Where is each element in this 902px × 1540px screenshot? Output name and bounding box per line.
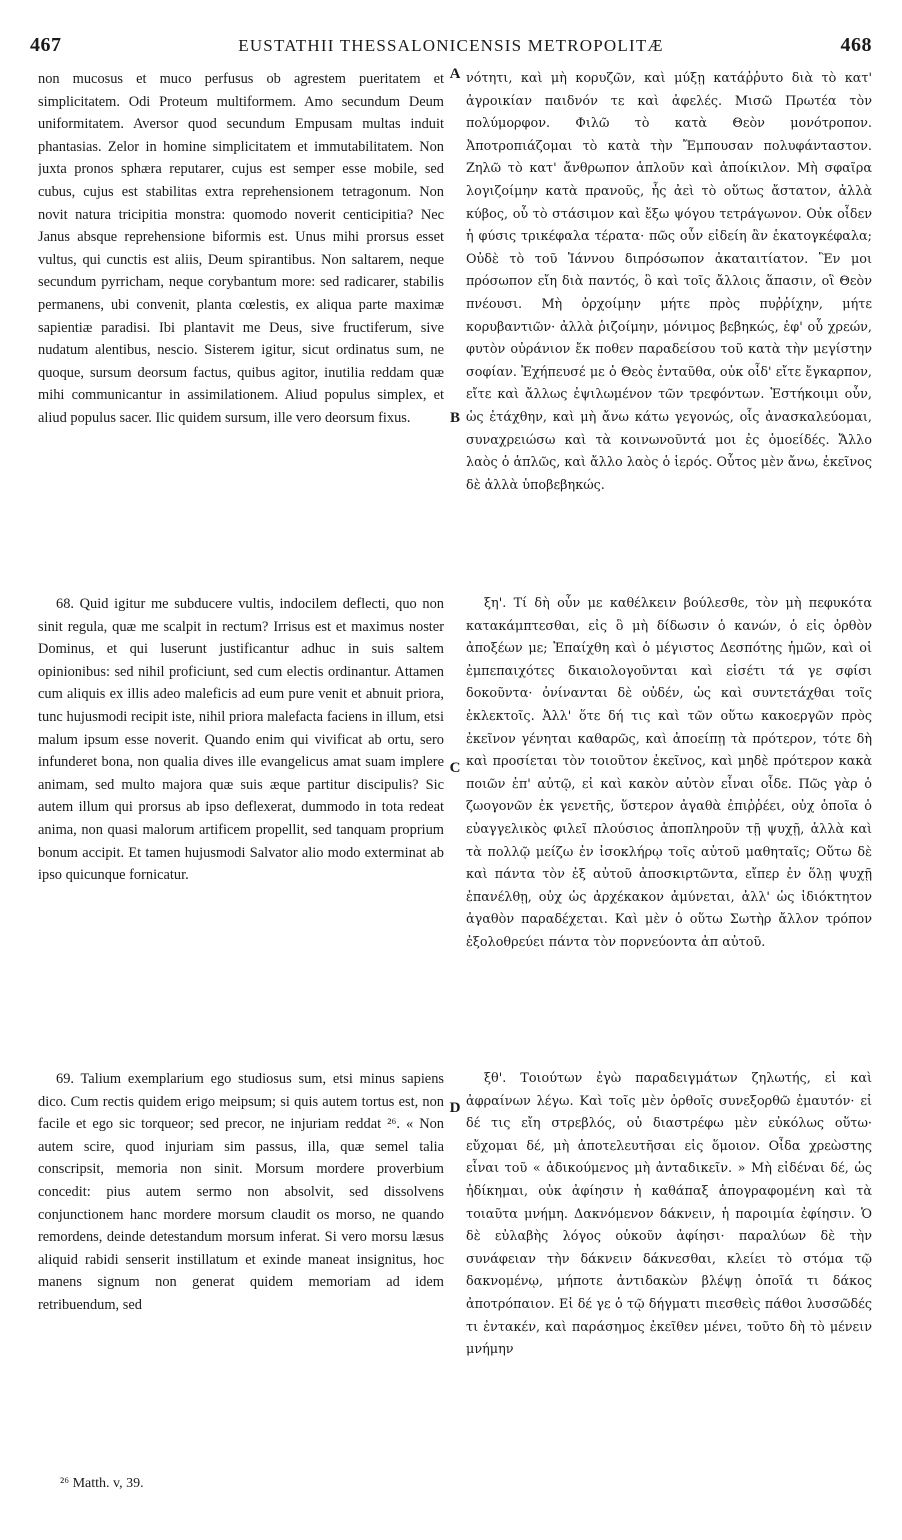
page-number-right: 468 [840,34,872,56]
latin-paragraph: 69. Talium exemplarium ego studiosus sum, etsi minus sapiens dico. Cum rectis quidem erigo meipsum; si quis autem tortus est, non facile et ego sic torqueor; sed precor, ne injuriam reddat ²⁶. « Non autem scire, quod injuriam sim passus, illa, quæ semel talia conscripsit, memoria non sinit. Morsum mordere proverbium concedit: pius autem sermo non absolvit, sed dissolvens conjunctionem hanc mordere morsum claudit os morso, ne quando remordens, deinde detestandum morsum inferat. Si vero morsu læsus aliquid rabidi senserit instillatum et exinde maneat insignitus, hoc manens signum non generat quidem memoriam ad idem retribuendum, sed [38,1071,444,1313]
latin-column-section-68 [38,593,444,1023]
margin-letter-c: C [449,760,461,776]
page-number-left: 467 [30,34,62,56]
greek-column-section-69 [466,1068,872,1466]
running-title: EUSTATHII THESSALONICENSIS METROPOLITÆ [238,36,664,55]
greek-column-section-1 [466,68,872,588]
latin-paragraph: non mucosus et muco perfusus ob agrestem pueritatem et simplicitatem. Odi Proteum multiformem. Amo secundum Deum uniformitatem. Aversor quod secundum Empusam multas induit phantasias. Zelor in homine simplicitatem et immutabilitatem. Non juxta pronos sphæra reputarer, cujus est semper esse mobile, sed cubus, cujus est stabilitas extra reprehensionem tetragonum. Non novit natura tricipitia monstra: quomodo noverit centicipitia? Nec Janus absque reprehensione biformis est. Unus mihi prorsus esset vultus, qui cunctis est aliis, Deum spirantibus. Non saltarem, neque secundum pyrricham, neque corybantum more: sed radicarer, stabilis permanens, ubi convenit, planta cœlestis, ex aliqua parte maximæ sapientiæ paradisi. Ibi plantavit me Deus, sive fructiferum, sive nudatum alentibus, nescio. Sisterem igitur, sicut ordinatus sum, ne quoque, sursum deorsum factus, quibus agitor, inutilia reddam quæ mihi communicantur in assimilationem. Aliud populus simplex, et aliud populus sacer. Ilic quidem sursum, ille vero deorsum fixus. [38,71,444,426]
margin-letter-a: A [449,66,461,82]
latin-paragraph: 68. Quid igitur me subducere vultis, indocilem deflecti, quo non sinit regula, quæ me scalpit in rectum? Irrisus est et maximus noster Dominus, et qui luserunt justificantur adhuc in suis saltem opinionibus: sed nihil proficiunt, sed cum electis ordinantur. Attamen cum aliquis ex illis adeo maleficis ad eum pure venit et abnuit priora, tunc hujusmodi recipit iste, nihil priora malefacta faciens in illum, etsi malum ipsum esse noverit. Quando enim qui vivificat ab ortu, sero infunderet bona, non qualia dives ille evangelicus amat suam implere animam, sed multo majora quæ suis æque partitur discipulis? Sic autem illum qui prorsus ab ipso deflexerat, dummodo in tota redeat anima, non quasi malorum artificem propellit, sed tanquam proprium bonum accipit. Et tamen hujusmodi Salvator alio modo exterminat ab ipso quicunque fornicatur. [38,596,444,884]
latin-column-section-1 [38,68,444,588]
greek-paragraph: νότητι, καὶ μὴ κορυζῶν, καὶ μύξῃ κατάῤῥυτο διὰ τὸ κατ' ἀγροικίαν παιδνόν τε καὶ ἀφελές. Μισῶ Πρωτέα τὸν πολύμορφον. Φιλῶ τὸ κατὰ Θεὸν μονότροπον. Ἀποτροπιάζομαι τὸ κατὰ τὴν Ἔμπουσαν πολυφάνταστον. Ζηλῶ τὸ κατ' ἄνθρωπον ἁπλοῦν καὶ ἀποίκιλον. Μὴ σφαῖρα λογιζοίμην κατὰ πρανοῦς, ἧς ἀεὶ τὸ οὕτως ἄστατον, ἀλλὰ κύβος, οὗ τὸ στάσιμον καὶ ἔξω ψόγου τετράγωνον. Οὐκ οἶδεν ἡ φύσις τρικέφαλα τέρατα· πῶς οὖν εἰδείη ἂν ἑκατογκέφαλα; Οὐδὲ τὸ τοῦ Ἰάννου διπρόσωπον ἀκαταιτίατον. Ἓν μοι πρόσωπον εἴη διὰ παντός, ὃ καὶ τοῖς ἄλλοις ἅπασιν, οἳ Θεὸν πνέουσι. Μὴ ὀρχοίμην μήτε πρὸς πυῤῥίχην, μήτε κορυβαντιῶν· ἀλλὰ ῥιζοίμην, μόνιμος βεβηκώς, ἐφ' οὗ χρεών, φυτὸν οὐράνιον ἔκ ποθεν παραδείσου τοῦ κατὰ τὴν μεγίστην σοφίαν. Ἐχήπευσέ με ὁ Θεὸς ἐνταῦθα, οὐκ οἶδ' εἴτε ἔγκαρπον, εἴτε καὶ ἄλλως ἐψιλωμένον τῶν τρεφόντων. Ἑστήκοιμι οὖν, ὡς ἐτάχθην, καὶ μὴ ἄνω κάτω γεγονώς, οἷς ἀνασκαλεύομαι, συναχρειώσω καὶ τὰ κοινωνοῦντά μοι ἐς ὁμοείδές. Ἄλλο λαὸς ὁ ἁπλῶς, καὶ ἄλλο λαὸς ὁ ἱερός. Οὗτος μὲν ἄνω, ἐκεῖνος δὲ ἀλλὰ ὑποβεβηκώς. [466,71,872,493]
margin-letter-b: B [449,410,460,426]
margin-letter-d: D [449,1100,461,1116]
greek-column-section-68 [466,593,872,1063]
greek-paragraph: ξη'. Τί δὴ οὖν με καθέλκειν βούλεσθε, τὸν μὴ πεφυκότα κατακάμπτεσθαι, εἰς ὃ μὴ δίδωσιν ὁ κανών, ὁ εἰς ὀρθὸν ἀποξέων με; Ἐπαίχθη καὶ ὁ μέγιστος Δεσπότης ἡμῶν, καὶ οἱ ἐμπεπαιχότες δικαιολογοῦνται καὶ εἰσέτι τά γε σφίσι δοκοῦντα· ὀνίνανται δὲ οὐδέν, ὡς καὶ συντετάχθαι τοῖς ἐκλεκτοῖς. Ἀλλ' ὅτε δή τις καὶ τῶν οὕτω κακοεργῶν πρὸς ἐκεῖνον γένηται καθαρῶς, καὶ ἀποείπῃ τὰ πρότερον, τότε δὴ καὶ προσίεται τὸν τοιοῦτον ἐκεῖνος, καὶ μηδὲ πρότερον κακὰ ποιῶν ἐπ' αὐτῷ, εἰ καὶ κακὸν αὐτὸν εἶναι οἶδε. Πῶς γὰρ ὁ ζωογονῶν ἐκ γενετῆς, ὕστερον ἀγαθὰ ἐπιῤῥέει, οὐχ ὁποῖα ὁ εὐαγγελικὸς φιλεῖ πλούσιος ἀποπληροῦν τῇ ψυχῇ, ἀλλὰ καὶ τὰ πολλῷ μείζω ἐν ἰσοκλήρῳ τοῖς αὐτοῦ μαθηταῖς; Οὕτω δὲ καὶ πάντα τὸν ἐξ αὐτοῦ ἀποσκιρτῶντα, εἴπερ ἐν ὅλῃ ψυχῇ ἐπανέλθῃ, οὐχ ὡς ἀρχέκακον ἀμύνεται, ἀλλ' ὡς ἰδιόκτητον ἀγαθὸν παραδέχεται. Καὶ μὲν ὁ οὕτω Σωτὴρ ἄλλον τρόπον ἐξολοθρεύει πάντα τὸν πορνεύοντα ἀπ αὐτοῦ. [466,596,872,950]
running-header [30,34,872,64]
footnote: ²⁶ Matth. v, 39. [60,1476,144,1491]
greek-paragraph: ξθ'. Τοιούτων ἐγὼ παραδειγμάτων ζηλωτής, εἰ καὶ ἀφραίνων λέγω. Καὶ τοῖς μὲν ὀρθοῖς συνεξορθῶ ἐμαυτόν· εἰ δέ τις εἴη στρεβλός, οὐ διαστρέφω μὲν εὐκόλως οὕτω· εὔχομαι δέ, μὴ ἀποτελευτῆσαι εἰς ὅμοιον. Οἶδα χρεὼστης εἶναι τοῦ « ἀδικούμενος μὴ ἀνταδικεῖν. » Μὴ εἰδέναι δέ, ὡς ἠδίκημαι, οὐκ ἀφίησιν ἡ καθάπαξ ἀπογραφομένη καὶ τὰ τοιαῦτα μνήμη. Δακνόμενον δάκνειν, ἡ παροιμία ἐφίησιν. Ὁ δὲ εὐλαβὴς λόγος οὐκοῦν ἀφίησι· παραλύων δὲ τὴν συνάφειαν τὴν δάκνειν δάκνεσθαι, κλείει τὸ στόμα τῷ δακνομένῳ, μήποτε ἀντιδακὼν βλέψῃ ὁποῖά τι δάκος ἀποτρόπαιον. Εἰ δέ γε ὁ τῷ δήγματι πιεσθεὶς πάθοι λυσσῶδές τι ἐντακέν, καὶ παράσημος ἐκεῖθεν μένει, τοῦτο δὴ τὸ μένειν μνήμην [466,1071,872,1358]
latin-column-section-69 [38,1068,444,1466]
